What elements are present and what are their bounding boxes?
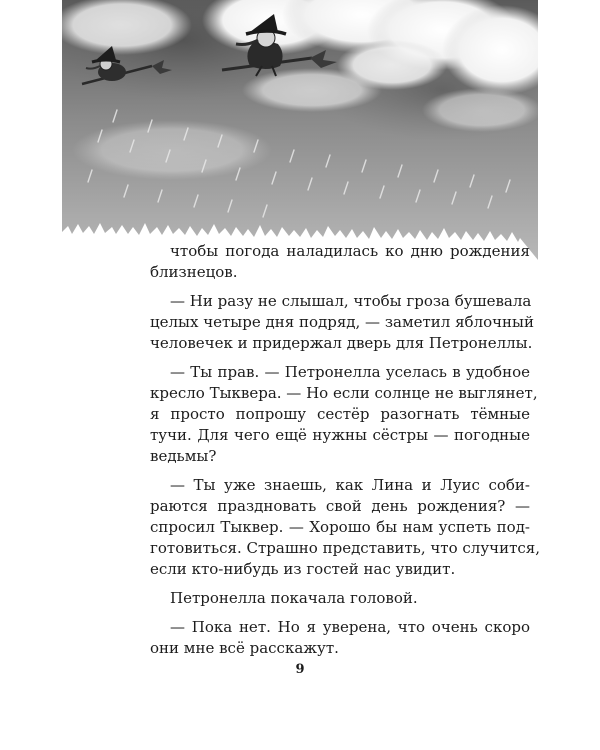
text-line: чтобы погода наладилась ко дню рождения	[170, 242, 530, 260]
paragraph	[150, 241, 530, 283]
text-line: — Ты уже знаешь, как Лина и Луис соби-	[170, 476, 530, 494]
text-line: если кто-нибудь из гостей нас увидит.	[150, 560, 456, 578]
paragraph	[150, 617, 530, 659]
page-number: 9	[295, 662, 305, 677]
paragraph	[150, 475, 540, 580]
stormy-sky-illustration	[62, 0, 538, 260]
paragraph	[150, 588, 530, 609]
text-line: они мне всё расскажут.	[150, 639, 339, 657]
paragraph	[150, 362, 538, 467]
text-line: тучи. Для чего ещё нужны сёстры — погодные	[150, 426, 530, 444]
text-line: я просто попрошу сестёр разогнать тёмные	[150, 405, 530, 423]
text-line: готовиться. Страшно представить, что случится,	[150, 539, 540, 557]
text-line: спросил Тыквер. — Хорошо бы нам успеть под-	[150, 518, 530, 536]
text-line: — Ты прав. — Петронелла уселась в удобное	[170, 363, 530, 381]
text-line: близнецов.	[150, 263, 238, 281]
paragraph	[150, 291, 534, 354]
text-line: кресло Тыквера. — Но если солнце не выглянет,	[150, 384, 538, 402]
text-line: целых четыре дня подряд, — заметил яблочный	[150, 313, 534, 331]
text-line: Петронелла покачала головой.	[170, 589, 418, 607]
text-line: раются праздновать свой день рождения? —	[150, 497, 530, 515]
text-line: — Ни разу не слышал, чтобы гроза бушевала	[170, 292, 532, 310]
text-line: ведьмы?	[150, 447, 217, 465]
story-text	[150, 241, 540, 667]
book-page	[62, 0, 538, 750]
text-line: — Пока нет. Но я уверена, что очень скоро	[170, 618, 530, 636]
text-line: человечек и придержал дверь для Петронеллы.	[150, 334, 533, 352]
